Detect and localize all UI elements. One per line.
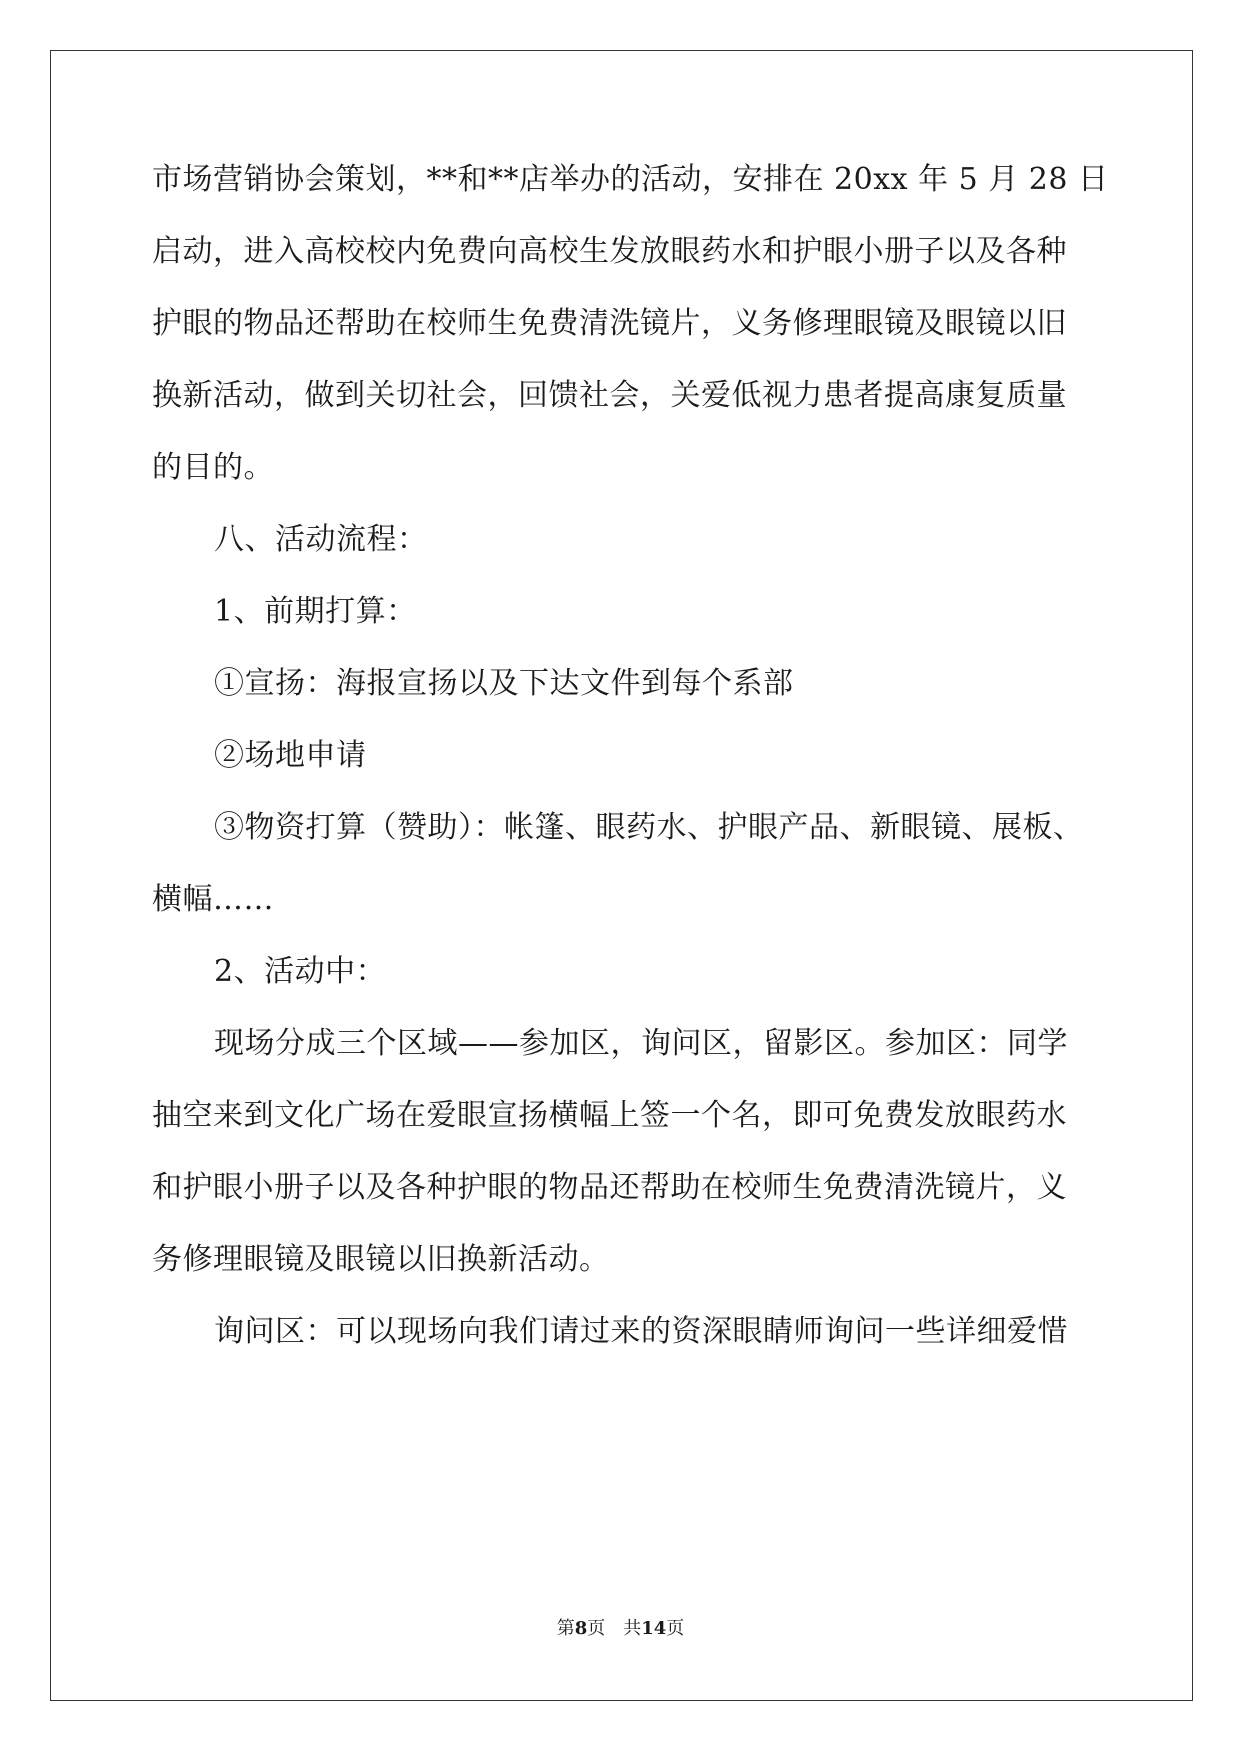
text-line: 的目的。 bbox=[152, 450, 274, 485]
page-footer bbox=[0, 1617, 1241, 1641]
total-prefix: 共 bbox=[623, 1618, 642, 1639]
section-heading: 八、活动流程： bbox=[214, 522, 428, 557]
text-line: 换新活动，做到关切社会，回馈社会，关爱低视力患者提高康复质量 bbox=[152, 378, 1067, 413]
total-suffix: 页 bbox=[666, 1618, 685, 1639]
text-line: 抽空来到文化广场在爱眼宣扬横幅上签一个名，即可免费发放眼药水 bbox=[152, 1098, 1067, 1133]
text-line: 务修理眼镜及眼镜以旧换新活动。 bbox=[152, 1242, 610, 1277]
text-line: 市场营销协会策划，**和**店举办的活动，安排在 20xx 年 5 月 28 日 bbox=[152, 162, 1109, 197]
text-line: 现场分成三个区域——参加区，询问区，留影区。参加区：同学 bbox=[214, 1026, 1068, 1061]
list-item: ②场地申请 bbox=[214, 738, 367, 773]
text-line: 和护眼小册子以及各种护眼的物品还帮助在校师生免费清洗镜片，义 bbox=[152, 1170, 1067, 1205]
page-border bbox=[50, 50, 1193, 1701]
total-pages: 14 bbox=[641, 1618, 667, 1639]
list-item: ③物资打算（赞助）：帐篷、眼药水、护眼产品、新眼镜、展板、 bbox=[214, 810, 1084, 845]
page-prefix: 第 bbox=[556, 1618, 575, 1639]
list-item: ①宣扬：海报宣扬以及下达文件到每个系部 bbox=[214, 666, 794, 701]
subsection-heading: 1、前期打算： bbox=[214, 594, 417, 629]
page-suffix: 页 bbox=[587, 1618, 606, 1639]
text-line: 横幅…… bbox=[152, 882, 274, 917]
text-line: 启动，进入高校校内免费向高校生发放眼药水和护眼小册子以及各种 bbox=[152, 234, 1067, 269]
text-line: 询问区：可以现场向我们请过来的资深眼睛师询问一些详细爱惜 bbox=[214, 1314, 1068, 1349]
page-number: 8 bbox=[574, 1618, 588, 1639]
subsection-heading: 2、活动中： bbox=[214, 954, 387, 989]
text-line: 护眼的物品还帮助在校师生免费清洗镜片，义务修理眼镜及眼镜以旧 bbox=[152, 306, 1067, 341]
